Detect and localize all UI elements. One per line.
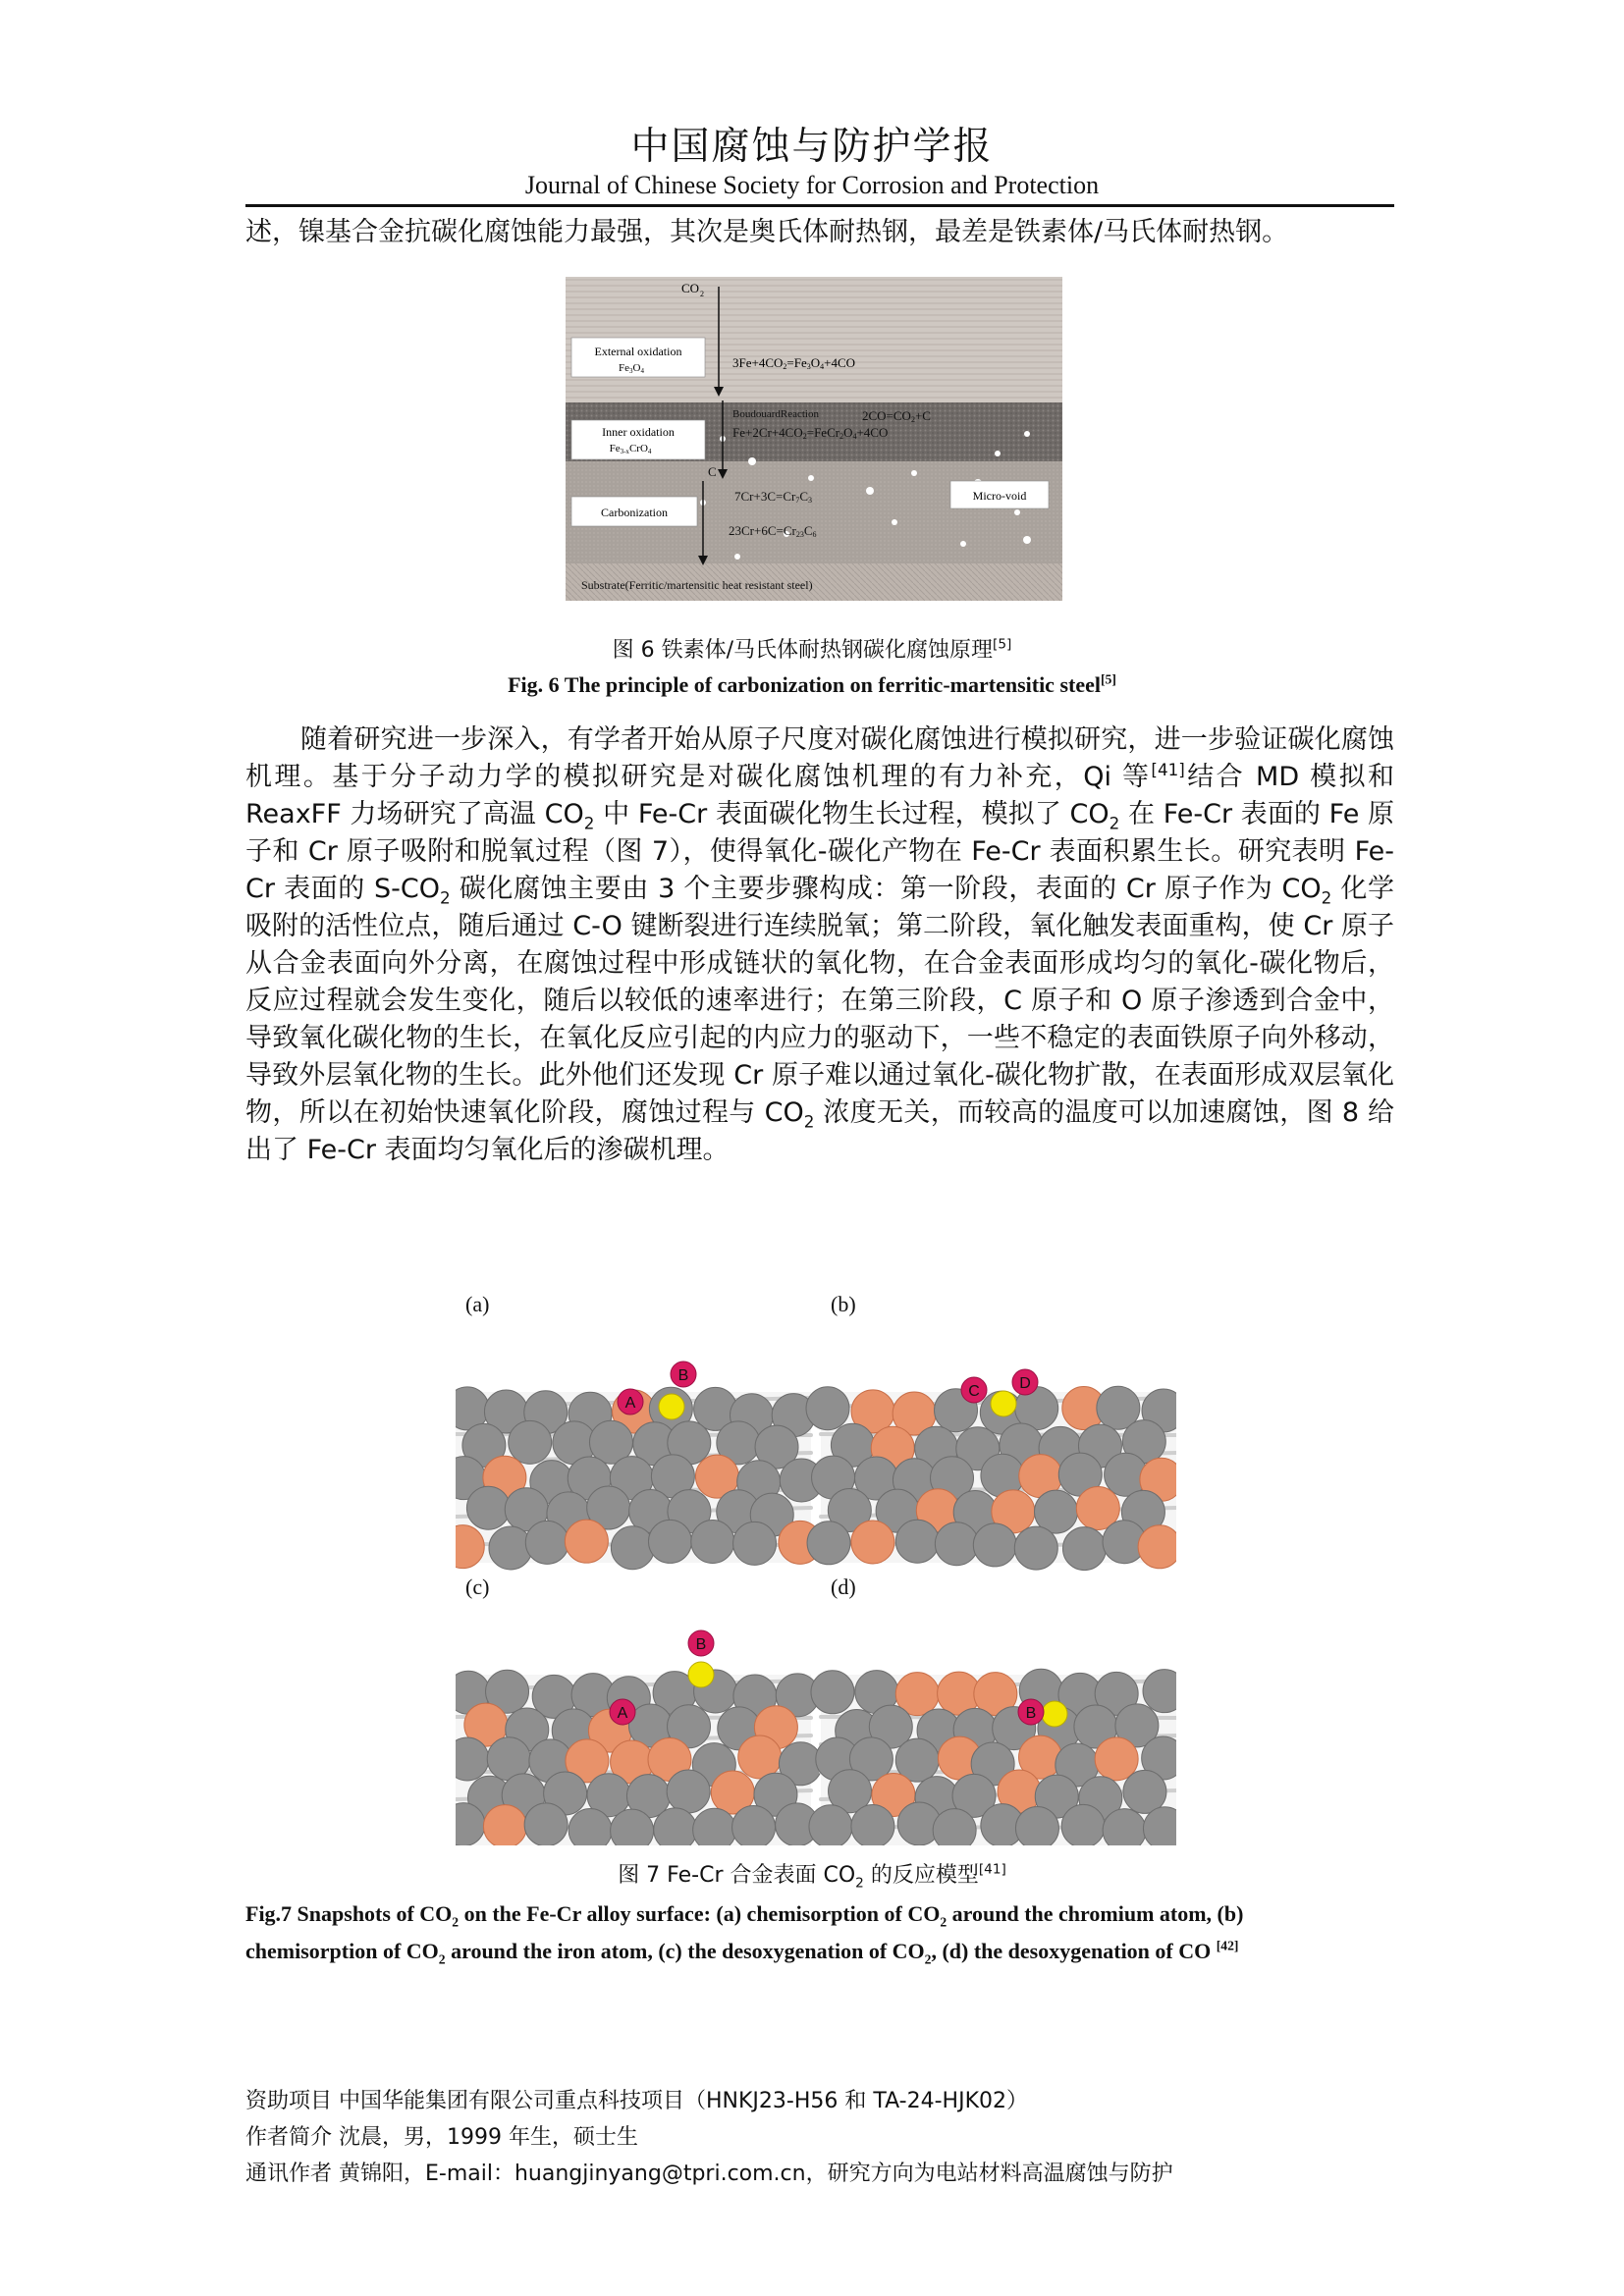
fig6-fe3xcro4-label: Fe3-xCrO4 [609,443,652,455]
paragraph-top-text: 述，镍基合金抗碳化腐蚀能力最强，其次是奥氏体耐热钢，最差是铁素体/马氏体耐热钢。 [245,217,1289,247]
cr-atom [973,1523,1016,1567]
cr-atom [509,1420,552,1464]
carbon-atom [991,1391,1016,1416]
cr-atom [1061,1804,1105,1845]
atom-label: C [968,1383,980,1400]
fig6-reaction-2: Fe+2Cr+4CO2=FeCr2O4+4CO [732,425,889,441]
figure-6-caption-en: Fig. 6 The principle of carbonization on ferritic-martensitic steel[5] [508,671,1116,697]
fig6-substrate-label: Substrate(Ferritic/martensitic heat resistant steel) [581,578,813,592]
cr-atom [568,1809,612,1845]
fig6-carbonization-label: Carbonization [601,506,668,519]
fe-atom [565,1520,608,1563]
carbon-atom [659,1394,684,1419]
fe-atom [1138,1525,1176,1569]
cr-atom [895,1520,939,1563]
figure-7-panel-label: (d) [831,1575,856,1599]
fig6-micro-void-label: Micro-void [972,489,1027,503]
paragraph-continued [245,214,1394,251]
figure-6-caption-cn: 图 6 铁素体/马氏体耐热钢碳化腐蚀原理[5] [612,636,1012,663]
header-rule [245,204,1394,207]
atom-label: A [617,1705,628,1722]
carbon-atom [1042,1701,1067,1727]
cr-atom [525,1521,568,1564]
figure-7-snapshots [456,1284,1176,1845]
fig6-co2-label: CO [681,281,700,295]
atom-label: B [677,1367,689,1384]
atom-label: A [624,1395,636,1412]
figure-7-caption-en-line1: Fig.7 Snapshots of $CO_2$ on the Fe-Cr alloy surface: (a) chemisorption of $CO_2$ around the chromium atom, (b) [245,1901,1244,1930]
cr-atom [654,1808,697,1845]
fig6-fe3o4-label: Fe3O4 [619,362,644,375]
figure-7-caption-en [245,1896,1394,1970]
fig6-c-label: C [708,464,717,479]
fe-atom [738,1735,782,1779]
fe-atom [1095,1737,1138,1781]
fig6-reaction-4: 23Cr+6C=Cr23C6 [729,523,817,539]
cr-atom [693,1808,736,1845]
cr-atom [1103,1809,1146,1845]
cr-atom [733,1522,777,1565]
figure-7-caption-cn: 图 7 Fe-Cr 合金表面 $CO_2$ 的反应模型[41] [618,1861,1006,1892]
fig6-external-oxidation-label: External oxidation [594,345,682,358]
cr-atom [466,1486,510,1529]
cr-atom [851,1804,894,1845]
cr-atom [811,1671,854,1714]
footnotes [245,2083,1394,2192]
journal-title-en: Journal of Chinese Society for Corrosion and Protection [524,171,1100,199]
svg-text:2: 2 [700,290,704,298]
figure-6-diagram [566,277,1062,601]
fig6-reaction-1: 3Fe+4CO2=Fe3O4+4CO [732,355,856,371]
footnote-corresponding: 通讯作者 黄锦阳，E-mail：huangjinyang@tpri.com.cn，研究方向为电站材料高温腐蚀与防护 [245,2162,1173,2186]
cr-atom [691,1521,734,1564]
cr-atom [935,1522,978,1566]
footnote-funding: 资助项目 中国华能集团有限公司重点科技项目（HNKJ23-H56 和 TA-24-HJK02） [245,2089,1028,2113]
cr-atom [524,1803,568,1845]
cr-atom [611,1526,654,1570]
cr-atom [806,1387,849,1430]
fe-atom [851,1521,894,1564]
figure-7-caption-en-line2: chemisorption of $CO_2$ around the iron atom, (c) the desoxygenation of $CO_2$, (d) the desoxygenation of CO [42] [245,1938,1239,1967]
atom-label: B [1025,1705,1037,1722]
cr-atom [732,1805,776,1845]
fe-atom [483,1805,526,1845]
atom-label: D [1019,1375,1031,1392]
figure-7-panel-label: (b) [831,1292,856,1316]
cr-atom [809,1805,852,1845]
cr-atom [648,1520,691,1563]
cr-atom [807,1522,850,1565]
fig6-boudouard-eq: 2CO=CO2+C [862,408,931,424]
fig6-inner-oxidation-label: Inner oxidation [602,425,675,439]
journal-title-cn: 中国腐蚀与防护学报 [630,125,994,169]
cr-atom [1062,1527,1106,1571]
paragraph-main [245,721,1394,1169]
cr-atom [1015,1806,1058,1845]
atom-label: B [695,1636,707,1653]
fig6-reaction-3: 7Cr+3C=Cr7C3 [734,489,813,505]
figure-7-panel-label: (c) [465,1575,490,1599]
cr-atom [1014,1526,1057,1570]
cr-atom [489,1526,532,1570]
cr-atom [667,1770,710,1813]
carbon-atom [688,1662,714,1687]
cr-atom [933,1809,976,1845]
footnote-author: 作者简介 沈晨，男，1999 年生，硕士生 [245,2125,638,2150]
paragraph-main-text: 随着研究进一步深入，有学者开始从原子尺度对碳化腐蚀进行模拟研究，进一步验证碳化腐蚀机理。基于分子动力学的模拟研究是对碳化腐蚀机理的有力补充，Qi 等[41]结合 MD 模拟和 ReaxFF 力场研究了高温 $CO_2$ 中 Fe-Cr 表面碳化物生长过程，模拟了 $CO_2$ 在 Fe-Cr 表面的 Fe 原子和 Cr 原子吸附和脱氧过程（图 7），使得氧化-碳化产物在 Fe-Cr 表面积累生长。研究表明 Fe-Cr 表面的 $S-CO_2$ 碳化腐蚀主要由 3 个主要步骤构成：第一阶段，表面的 Cr 原子作为 $CO_2$ 化学吸附的活性位点，随后通过 C-O 键断裂进行连续脱氧；第二阶段，氧化触发表面重构，使 Cr 原子从合金表面向外分离，在腐蚀过程中形成链状的氧化物，在合金表面形成均匀的氧化-碳化物后，反应过程就会发生变化，随后以较低的速率进行；在第三阶段，C 原子和 O 原子渗透到合金中，导致氧化碳化物的生长，在氧化反应引起的内应力的驱动下，一些不稳定的表面铁原子向外移动，导致外层氧化物的生长。此外他们还发现 Cr 原子难以通过氧化-碳化物扩散，在表面形成双层氧化物，所以在初始快速氧化阶段，腐蚀过程与 $CO_2$ 浓度无关，而较高的温度可以加速腐蚀，图 8 给出了 Fe-Cr 表面均匀氧化后的渗碳机理。 [245,724,1394,1165]
figure-7-panel-label: (a) [465,1292,490,1316]
fig6-boudouard-label: BoudouardReaction [732,408,819,420]
cr-atom [1123,1770,1166,1813]
